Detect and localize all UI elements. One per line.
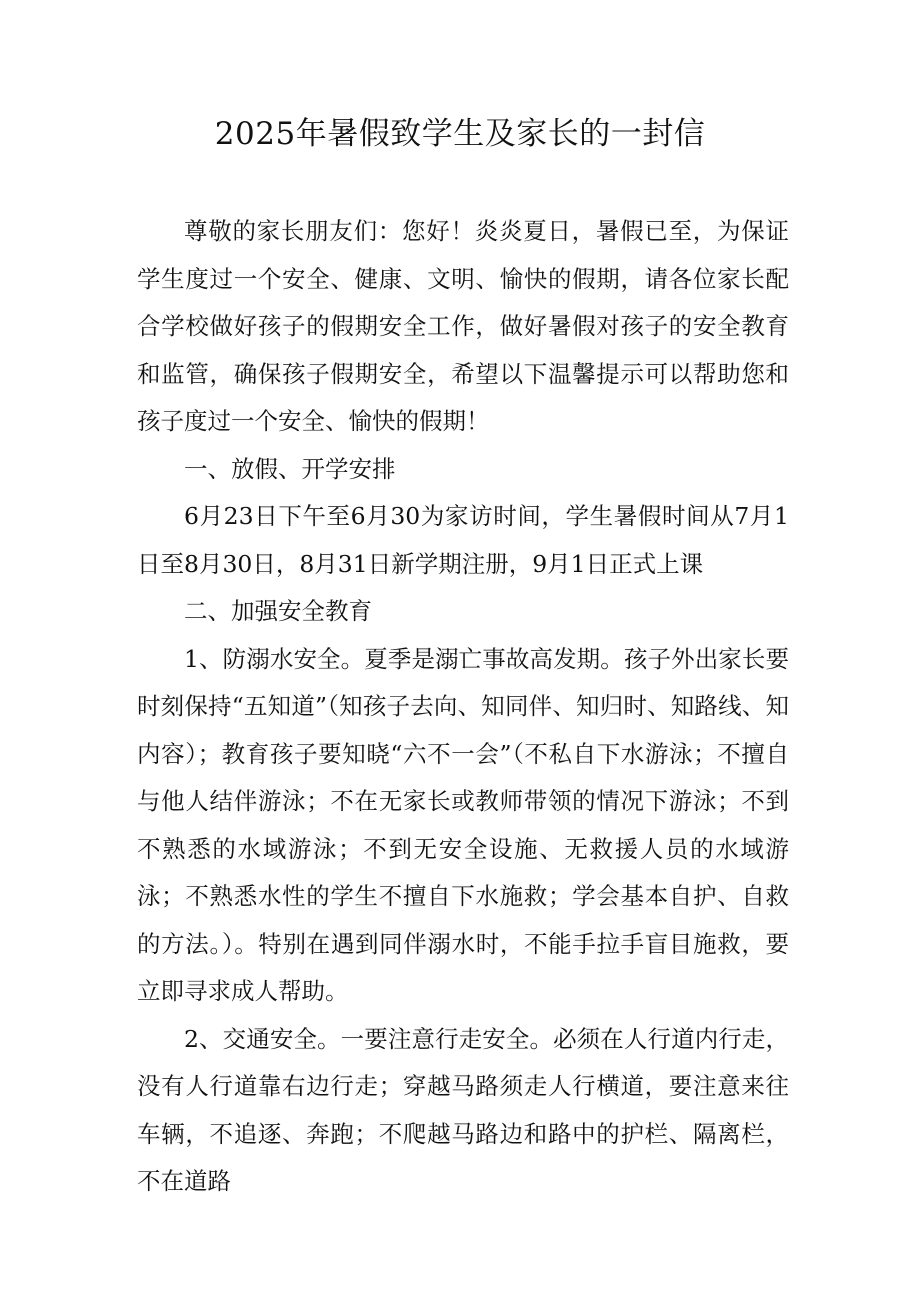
- section-heading-safety: 二、加强安全教育: [184, 597, 372, 625]
- drowning-safety-paragraph: 1、防溺水安全。夏季是溺亡事故高发期。孩子外出家长要时刻保持“五知道”（知孩子去向、知同伴、知归时、知路线、知内容）；教育孩子要知晓“六不一会”（不私自下水游泳；不擅自与他人结伴游泳；不在无家长或教师带领的情况下游泳；不到不熟悉的水域游泳；不到无安全设施、无救援人员的水域游泳；不熟悉水性的学生不擅自下水施救；学会基本自护、自救的方法。）。特别在遇到同伴溺水时，不能手拉手盲目施救，要立即寻求成人帮助。: [137, 644, 789, 1005]
- section-heading-schedule: 一、放假、开学安排: [184, 454, 396, 483]
- document-title: 2025年暑假致学生及家长的一封信: [214, 116, 706, 152]
- document-body: [137, 208, 789, 1206]
- traffic-safety-paragraph: 2、交通安全。一要注意行走安全。必须在人行道内行走，没有人行道靠右边行走；穿越马路须走人行横道，要注意来往车辆，不追逐、奔跑；不爬越马路边和路中的护栏、隔离栏，不在道路: [137, 1024, 789, 1195]
- schedule-paragraph: 6月23日下午至6月30为家访时间，学生暑假时间从7月1日至8月30日，8月31日新学期注册，9月1日正式上课: [137, 502, 789, 578]
- greeting-paragraph: 尊敬的家长朋友们：您好！炎炎夏日，暑假已至，为保证学生度过一个安全、健康、文明、愉快的假期，请各位家长配合学校做好孩子的假期安全工作，做好暑假对孩子的安全教育和监管，确保孩子假期安全，希望以下温馨提示可以帮助您和孩子度过一个安全、愉快的假期！: [137, 217, 789, 435]
